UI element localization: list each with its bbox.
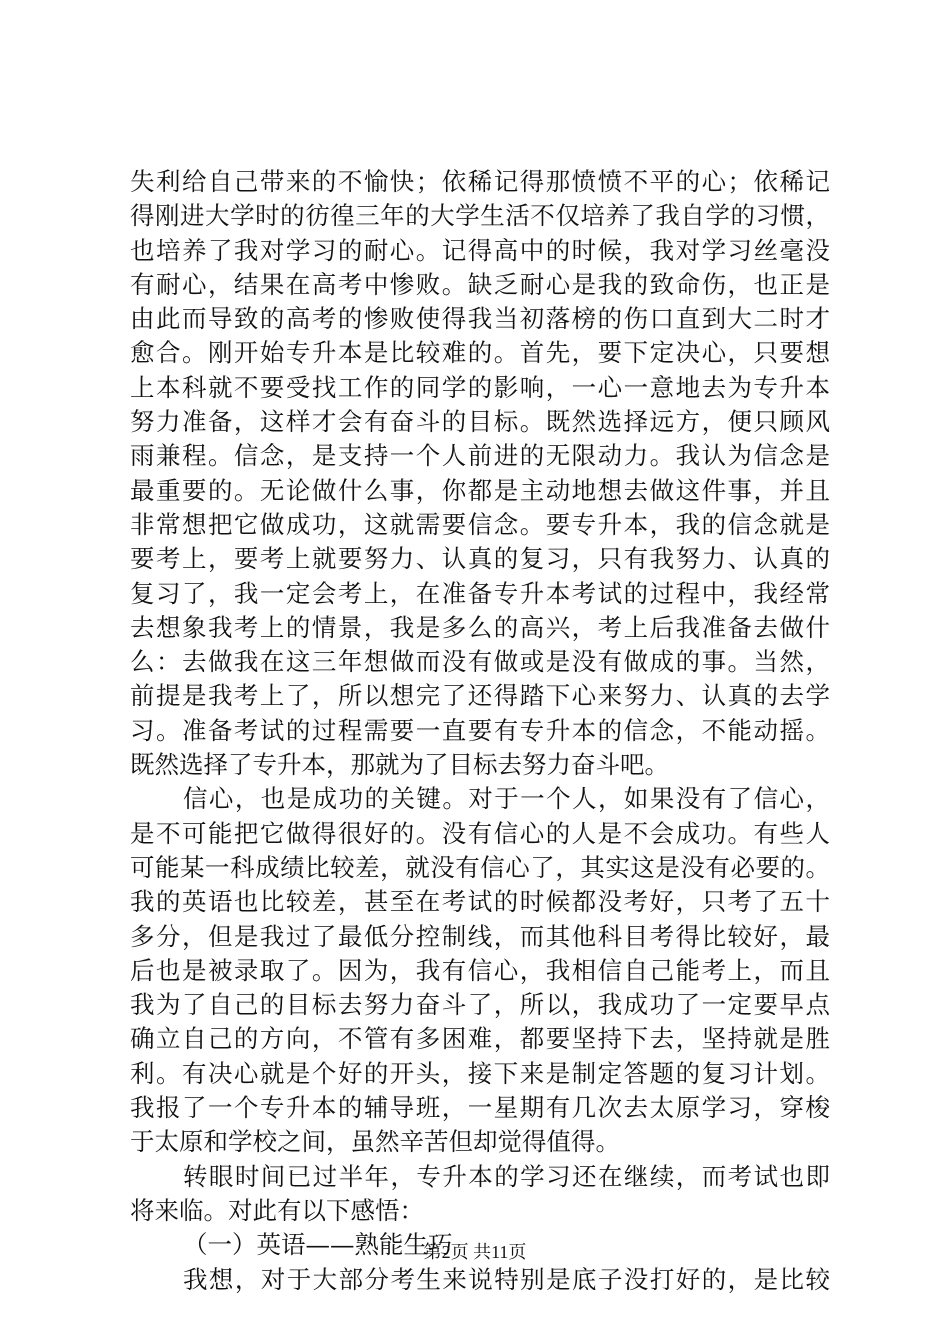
text-line: 我报了一个专升本的辅导班，一星期有几次去太原学习，穿梭 (130, 1093, 830, 1123)
text-line: 后也是被录取了。因为，我有信心，我相信自己能考上，而且 (130, 955, 830, 985)
document-body (130, 165, 830, 1297)
text-line: 复习了，我一定会考上，在准备专升本考试的过程中，我经常 (130, 578, 830, 608)
text-line: 是不可能把它做得很好的。没有信心的人是不会成功。有些人 (130, 818, 830, 848)
text-line: 我的英语也比较差，甚至在考试的时候都没考好，只考了五十 (130, 887, 830, 917)
text-line: 利。有决心就是个好的开头，接下来是制定答题的复习计划。 (130, 1058, 830, 1088)
text-line: 我为了自己的目标去努力奋斗了，所以，我成功了一定要早点 (130, 990, 830, 1020)
text-line: 最重要的。无论做什么事，你都是主动地想去做这件事，并且 (130, 475, 830, 505)
text-line: 也培养了我对学习的耐心。记得高中的时候，我对学习丝毫没 (130, 235, 830, 265)
text-line: 将来临。对此有以下感悟： (130, 1195, 424, 1225)
text-line: 由此而导致的高考的惨败使得我当初落榜的伤口直到大二时才 (130, 304, 830, 334)
text-line: 前提是我考上了，所以想完了还得踏下心来努力、认真的去学 (130, 681, 830, 711)
text-line: 有耐心，结果在高考中惨败。缺乏耐心是我的致命伤，也正是 (130, 269, 830, 299)
text-line: 多分，但是我过了最低分控制线，而其他科目考得比较好，最 (130, 921, 830, 951)
text-line: 么：去做我在这三年想做而没有做或是没有做成的事。当然， (130, 647, 830, 677)
text-line: 转眼时间已过半年，专升本的学习还在继续，而考试也即 (183, 1161, 830, 1191)
text-line: 雨兼程。信念，是支持一个人前进的无限动力。我认为信念是 (130, 441, 830, 471)
text-line: 努力准备，这样才会有奋斗的目标。既然选择远方，便只顾风 (130, 407, 830, 437)
text-line: 要考上，要考上就要努力、认真的复习，只有我努力、认真的 (130, 544, 830, 574)
text-line: 非常想把它做成功，这就需要信念。要专升本，我的信念就是 (130, 509, 830, 539)
text-line: 得刚进大学时的彷徨三年的大学生活不仅培养了我自学的习惯， (130, 201, 830, 231)
text-line: 去想象我考上的情景，我是多么的高兴，考上后我准备去做什 (130, 612, 830, 642)
text-line: 确立自己的方向，不管有多困难，都要坚持下去，坚持就是胜 (130, 1024, 830, 1054)
text-line: 我想，对于大部分考生来说特别是底子没打好的，是比较 (183, 1264, 830, 1294)
text-line: （一）英语——熟能生巧 (183, 1230, 453, 1260)
page-footer: 第2页 共11页 (423, 1242, 527, 1262)
text-line: 上本科就不要受找工作的同学的影响，一心一意地去为专升本 (130, 372, 830, 402)
text-line: 信心，也是成功的关键。对于一个人，如果没有了信心， (183, 784, 830, 814)
text-line: 既然选择了专升本，那就为了目标去努力奋斗吧。 (130, 750, 669, 780)
text-line: 愈合。刚开始专升本是比较难的。首先，要下定决心，只要想 (130, 338, 830, 368)
text-line: 习。准备考试的过程需要一直要有专升本的信念，不能动摇。 (130, 715, 830, 745)
text-line: 可能某一科成绩比较差，就没有信心了，其实这是没有必要的。 (130, 852, 830, 882)
text-line: 于太原和学校之间，虽然辛苦但却觉得值得。 (130, 1127, 620, 1157)
text-line: 失利给自己带来的不愉快；依稀记得那愤愤不平的心；依稀记 (130, 167, 830, 196)
